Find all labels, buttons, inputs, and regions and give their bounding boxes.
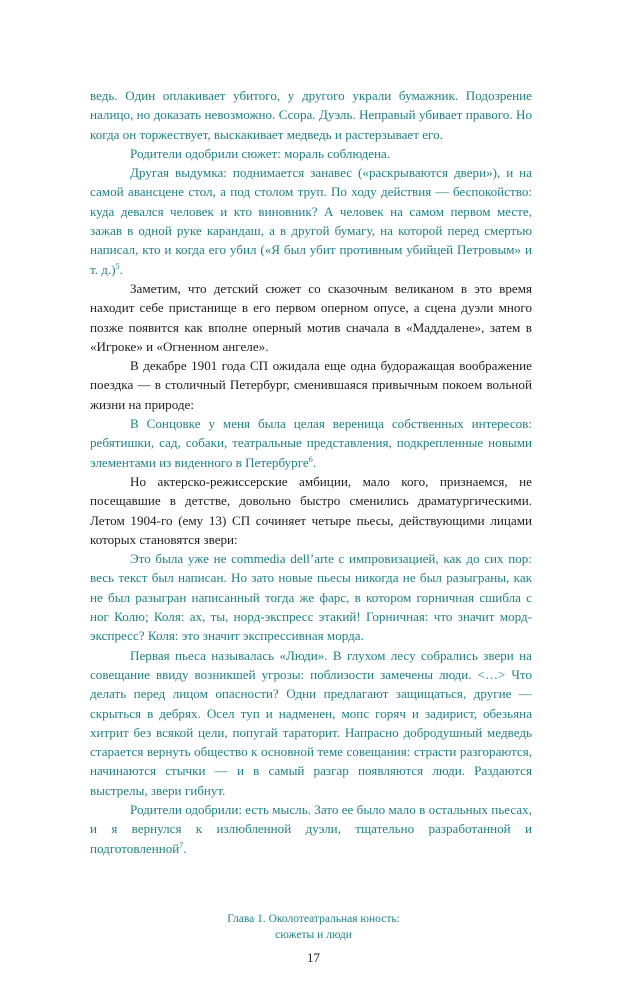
body-text: [90, 86, 532, 858]
footnote-ref-5: 5: [115, 261, 120, 271]
chapter-title-line-1: Глава 1. Околотеатральная юность:: [227, 913, 400, 925]
footnote-ref-6: 6: [308, 454, 313, 464]
paragraph-7: Но актерско-режиссерские амбиции, мало кого, признаемся, не посещавшие в детстве, довольно быстро сменились драматургическими. Летом 1904-го (ему 13) СП сочиняет четыре пьесы, действующими лицами которых становятся звери:: [90, 473, 532, 547]
paragraph-1: ведь. Один оплакивает убитого, у другого украли бумажник. Подозрение налицо, но доказать невозможно. Ссора. Дуэль. Неправый убивает правого. Но когда он торжествует, выскакивает медведь и растерзывает его.: [90, 88, 532, 142]
chapter-title-line-2: сюжеты и люди: [275, 929, 352, 941]
page-number: 17: [307, 950, 320, 965]
footnote-ref-7: 7: [179, 840, 184, 850]
paragraph-9: Первая пьеса называлась «Люди». В глухом лесу собрались звери на совещание ввиду возникшей угрозы: поблизости замечены люди. <…> Что делать перед лицом опасности? Одни предлагают защищаться, другие — скрыться в дебрях. Осел туп и надменен, мопс горяч и задирист, обезьяна хитрит без всякой цели, попугай тараторит. Напрасно добродушный медведь старается вернуть общество к основной теме совещания: страсти разгораются, начинаются стычки — и в самый разгар появляются люди. Раздаются выстрелы, звери гибнут.: [90, 647, 532, 798]
paragraph-3: Другая выдумка: поднимается занавес («раскрываются двери»), и на самой авансцене стол, а под столом труп. По ходу действия — беспокойство: куда девался человек и кто виновник? А человек на самом первом месте, зажав в одной руке карандаш, а в другой бумагу, на которой перед смертью написал, кто и когда его убил («Я был убит противным убийцей Петровым» и т. д.)$^5$.: [90, 165, 532, 277]
paragraph-2: Родители одобрили сюжет: мораль соблюдена.: [130, 145, 391, 161]
paragraph-5: В декабре 1901 года СП ожидала еще одна будоражащая воображение поездка — в столичный Петербург, сменившаяся привычным покоем вольной жизни на природе:: [90, 358, 532, 412]
paragraph-8: Это была уже не commedia dell’arte с импровизацией, как до сих пор: весь текст был написан. Но зато новые пьесы никогда не был разыграны, как не был разыгран написанный тогда же фарс, в котором горничная сшибла с ног Колю; Коля: ах, ты, норд-экспресс этакий! Горничная: что значит морд-экспресс? Коля: это значит экспрессивная морда.: [90, 551, 532, 644]
paragraph-10: Родители одобрили: есть мысль. Зато ее было мало в остальных пьесах, и я вернулся к излюбленной дуэли, тщательно разработанной и подготовленной$^7$.: [90, 801, 532, 856]
paragraph-6: В Сонцовке у меня была целая вереница собственных интересов: ребятишки, сад, собаки, театральные представления, подкрепленные новыми элементами из виденного в Петербурге$^6$.: [90, 416, 532, 470]
paragraph-4: Заметим, что детский сюжет со сказочным великаном в это время находит себе пристанище в его первом оперном опусе, а сцена дуэли много позже появится как вполне оперный мотив сначала в «Маддалене», затем в «Игроке» и «Огненном ангеле».: [90, 280, 532, 354]
